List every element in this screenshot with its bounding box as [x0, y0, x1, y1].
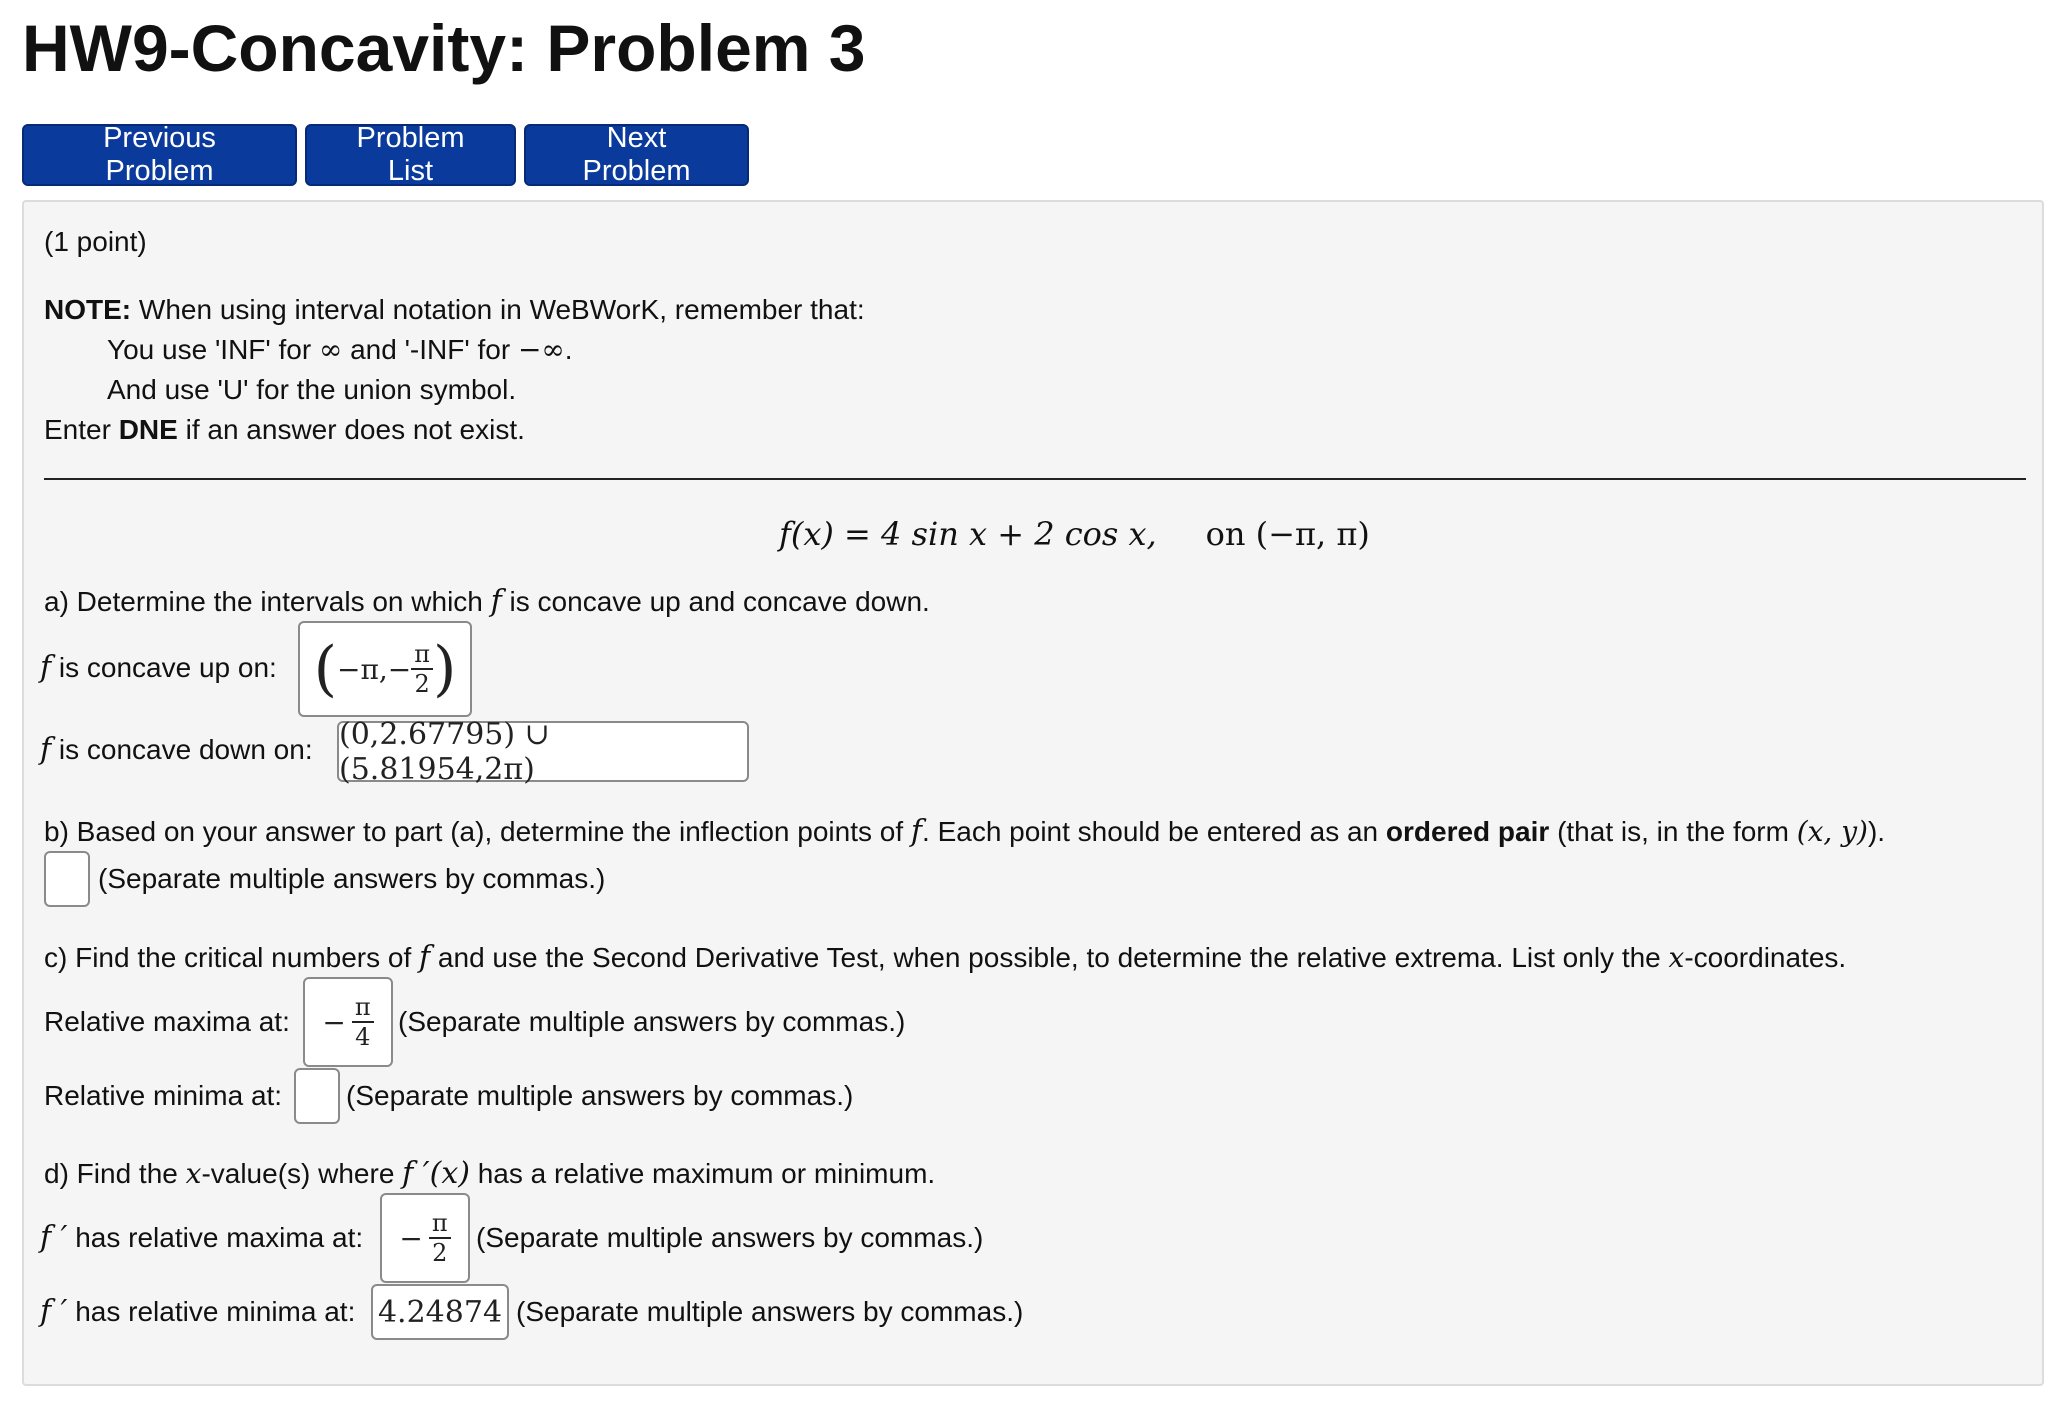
part-b-text-1: b) Based on your answer to part (a), determine the inflection points of [44, 816, 911, 847]
part-b-hint: (Separate multiple answers by commas.) [98, 863, 606, 894]
problem-nav [22, 124, 749, 186]
part-b-question [44, 812, 1885, 852]
function-formula: f(x) = 4 sin x + 2 cos x, [779, 515, 1157, 553]
relative-maxima-hint: (Separate multiple answers by commas.) [398, 1006, 906, 1037]
page-title: HW9-Concavity: Problem 3 [22, 11, 866, 85]
fraction-denominator: 4 [355, 1023, 371, 1051]
concave-down-answer-box[interactable]: (0,2.67795) ∪ (5.81954,2π) [337, 721, 749, 782]
part-a-text-2: is concave up and concave down. [501, 586, 930, 617]
concave-up-answer-box[interactable] [298, 621, 472, 717]
part-b-text-4: ). [1867, 816, 1886, 847]
part-d-text-2: -value(s) where [201, 1158, 403, 1189]
fprime-maxima-answer-box[interactable] [380, 1193, 470, 1283]
relative-minima-hint: (Separate multiple answers by commas.) [346, 1080, 854, 1111]
part-b-f: f [910, 814, 923, 849]
part-d-fprime-x: f ′(x) [402, 1156, 470, 1191]
note-line [44, 290, 865, 330]
left-paren: ( [313, 634, 337, 704]
next-problem-button[interactable]: Next Problem [524, 124, 749, 186]
pi-over-4-fraction [352, 995, 374, 1049]
relative-minima-label: Relative minima at: [44, 1080, 283, 1111]
note-dne-bold: DNE [118, 414, 178, 445]
neg-infinity-symbol: −∞ [517, 333, 565, 366]
part-b-text-2: . Each point should be entered as an [922, 816, 1386, 847]
fprime-max-text: has relative maxima at: [67, 1222, 364, 1253]
part-d-question [44, 1154, 935, 1194]
relative-minima-input[interactable] [294, 1068, 340, 1124]
fraction-numerator: π [429, 1211, 451, 1239]
fraction-numerator: π [411, 642, 433, 670]
problem-panel [22, 200, 2044, 1386]
part-b-bold: ordered pair [1385, 816, 1550, 847]
part-d-text-3: has a relative maximum or minimum. [469, 1158, 936, 1189]
relative-maxima-label: Relative maxima at: [44, 1006, 290, 1037]
fprime-max-symbol: f ′ [40, 1220, 68, 1255]
fprime-maxima-hint: (Separate multiple answers by commas.) [476, 1222, 984, 1253]
part-b-xy: (x, y) [1796, 815, 1868, 848]
function-domain: on (−π, π) [1205, 515, 1370, 553]
max-sign: − [322, 1005, 346, 1039]
note-dne-line [44, 410, 525, 450]
part-c-text-2: and use the Second Derivative Test, when possible, to determine the relative extrema. List only the [430, 942, 1669, 973]
concave-down-label [40, 730, 313, 770]
fprime-minima-label [40, 1292, 355, 1332]
note-dne-post: if an answer does not exist. [177, 414, 525, 445]
problem-list-button[interactable]: Problem List [305, 124, 516, 186]
part-a-text-1: a) Determine the intervals on which [44, 586, 491, 617]
divider [44, 478, 2026, 480]
relative-maxima-answer-box[interactable] [303, 977, 393, 1067]
fraction-denominator: 2 [414, 670, 430, 698]
part-c-x: x [1668, 941, 1685, 974]
previous-problem-button[interactable]: Previous Problem [22, 124, 297, 186]
note-dne-pre: Enter [44, 414, 119, 445]
inflection-points-input[interactable] [44, 851, 90, 907]
part-d-text-1: d) Find the [44, 1158, 186, 1189]
fprime-min-text: has relative minima at: [67, 1296, 356, 1327]
concave-down-text: is concave down on: [51, 734, 313, 765]
concave-up-label [40, 648, 277, 688]
infinity-symbol: ∞ [318, 333, 343, 366]
concave-up-text: is concave up on: [51, 652, 277, 683]
fprime-maxima-label [40, 1218, 363, 1258]
note-inf-line [107, 330, 573, 370]
part-c-text-3: -coordinates. [1684, 942, 1847, 973]
part-c-f: f [419, 940, 431, 975]
concave-up-f: f [40, 650, 52, 685]
note-neginf-text: and '-INF' for [342, 334, 518, 365]
fraction-denominator: 2 [432, 1239, 448, 1267]
function-equation [779, 512, 1370, 556]
concave-down-f: f [40, 732, 52, 767]
part-a-f: f [490, 584, 502, 619]
part-d-x: x [185, 1157, 202, 1190]
points-label: (1 point) [44, 226, 147, 257]
part-a-question [44, 582, 930, 622]
note-union-line: And use 'U' for the union symbol. [107, 374, 517, 405]
note-period: . [564, 334, 573, 365]
part-b-text-3: (that is, in the form [1549, 816, 1797, 847]
pi-over-2-fraction [411, 642, 433, 696]
note-inf-text: You use 'INF' for [107, 334, 319, 365]
note-bold: NOTE: [44, 294, 132, 325]
fprime-max-sign: − [399, 1221, 423, 1255]
fprime-min-symbol: f ′ [40, 1294, 68, 1329]
part-c-question [44, 938, 1846, 978]
right-paren: ) [433, 634, 457, 704]
fraction-numerator: π [352, 995, 374, 1023]
fprime-minima-hint: (Separate multiple answers by commas.) [516, 1296, 1024, 1327]
part-c-text-1: c) Find the critical numbers of [44, 942, 420, 973]
pi-over-2-fraction [429, 1211, 451, 1265]
note-text: When using interval notation in WeBWorK, remember that: [131, 294, 865, 325]
concave-up-answer-lead: −π,− [336, 652, 412, 686]
fprime-minima-answer-box[interactable]: 4.24874 [371, 1284, 509, 1340]
